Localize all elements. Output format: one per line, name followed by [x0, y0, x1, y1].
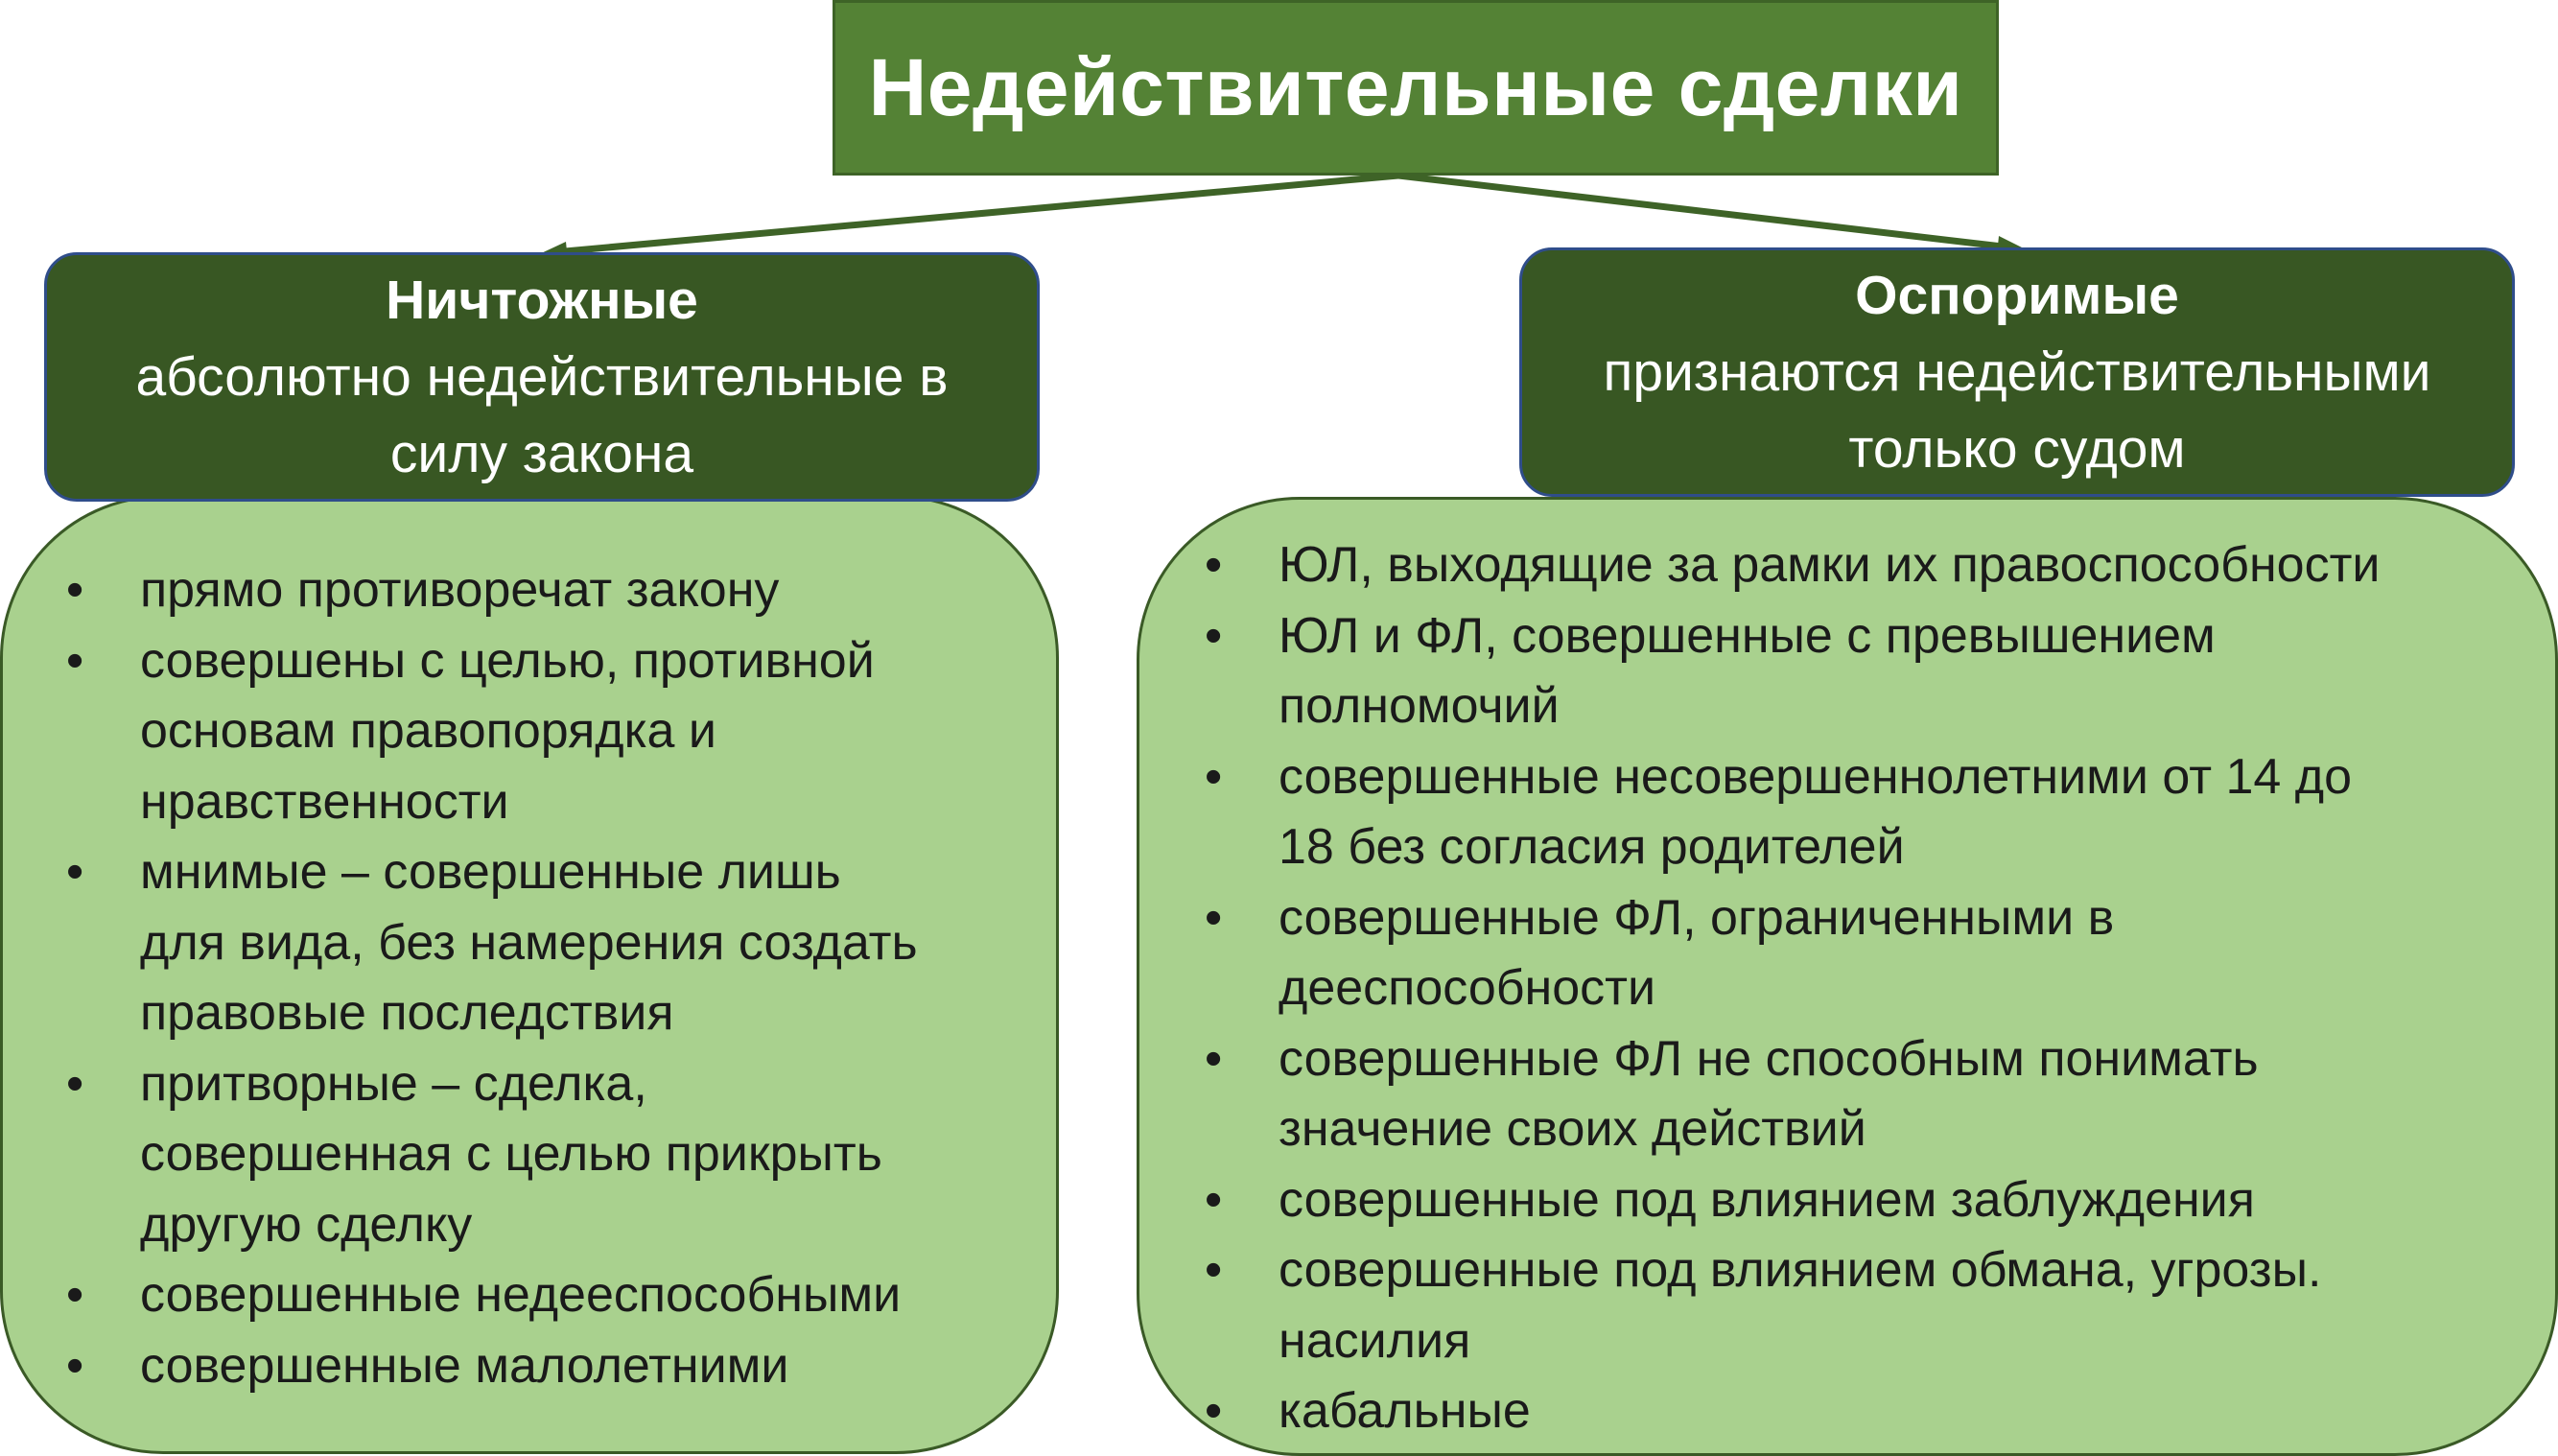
- list-item-line: полномочий: [1279, 678, 1560, 734]
- void-deals-header: [44, 252, 1040, 502]
- list-item: [3, 1260, 1020, 1331]
- bullet-icon: •: [66, 1267, 84, 1323]
- list-item-line: для вида, без намерения создать: [140, 914, 918, 971]
- voidable-deals-title: Оспоримые: [1855, 265, 2179, 326]
- list-item: [1139, 883, 2549, 1024]
- bullet-icon: •: [1205, 607, 1223, 664]
- list-item-line: значение своих действий: [1279, 1101, 1866, 1157]
- list-item: [1139, 1235, 2549, 1376]
- voidable-deals-list: [1139, 530, 2549, 1447]
- bullet-icon: •: [1205, 1030, 1223, 1087]
- list-item-line: мнимые – совершенные лишь: [140, 844, 841, 900]
- bullet-icon: •: [1205, 889, 1223, 946]
- void-deals-description-line-2: силу закона: [389, 423, 694, 484]
- diagram-title-text: Недействительные сделки: [868, 42, 1963, 132]
- list-item: [3, 555, 1020, 626]
- bullet-icon: •: [66, 1337, 84, 1394]
- list-item-line: совершенные недееспособными: [140, 1267, 902, 1323]
- list-item: [1139, 1376, 2549, 1447]
- voidable-deals-header: [1519, 247, 2515, 497]
- bullet-icon: •: [66, 632, 84, 689]
- bullet-icon: •: [1205, 1383, 1223, 1439]
- list-item-line: основам правопорядка и: [140, 703, 716, 759]
- list-item-line: совершенные под влиянием обмана, угрозы.: [1279, 1242, 2322, 1298]
- list-item-line: совершенные ФЛ, ограниченными в: [1279, 889, 2115, 946]
- list-item-line: 18 без согласия родителей: [1279, 819, 1905, 875]
- list-item-line: совершенные малолетними: [140, 1337, 789, 1394]
- list-item-line: совершенные ФЛ не способным понимать: [1279, 1030, 2259, 1087]
- bullet-icon: •: [66, 1055, 84, 1112]
- list-item-line: насилия: [1279, 1312, 1471, 1369]
- bullet-icon: •: [1205, 748, 1223, 805]
- list-item-line: совершенная с целью прикрыть: [140, 1126, 882, 1182]
- list-item-line: нравственности: [140, 773, 509, 830]
- void-deals-title: Ничтожные: [386, 270, 698, 331]
- list-item-line: притворные – сделка,: [140, 1055, 647, 1112]
- list-item-line: другую сделку: [140, 1196, 473, 1253]
- list-item-line: правовые последствия: [140, 985, 674, 1041]
- list-item-line: дееспособности: [1279, 960, 1656, 1016]
- list-item-line: совершенные несовершеннолетними от 14 до: [1279, 748, 2353, 805]
- bullet-icon: •: [1205, 1171, 1223, 1228]
- list-item: [1139, 530, 2549, 601]
- diagram-title: [833, 0, 1999, 176]
- list-item-line: прямо противоречат закону: [140, 562, 780, 618]
- list-item: [1139, 601, 2549, 742]
- list-item: [3, 837, 1020, 1049]
- list-item: [3, 1331, 1020, 1402]
- bullet-icon: •: [66, 562, 84, 618]
- list-item-line: ЮЛ, выходящие за рамки их правоспособности: [1279, 537, 2381, 593]
- connector-to-left: [554, 176, 1398, 252]
- voidable-deals-description-line-1: признаются недействительными: [1603, 341, 2431, 403]
- void-deals-description-line-1: абсолютно недействительные в: [135, 346, 949, 408]
- voidable-deals-description-line-2: только судом: [1848, 418, 2186, 480]
- voidable-deals-list-box: [1137, 497, 2558, 1456]
- bullet-icon: •: [1205, 537, 1223, 593]
- list-item: [1139, 1165, 2549, 1236]
- bullet-icon: •: [1205, 1242, 1223, 1298]
- list-item: [3, 1049, 1020, 1261]
- void-deals-list-box: [0, 495, 1059, 1454]
- list-item: [3, 626, 1020, 838]
- void-deals-list: [3, 555, 1020, 1401]
- list-item-line: совершенные под влиянием заблуждения: [1279, 1171, 2255, 1228]
- list-item: [1139, 1024, 2549, 1165]
- list-item-line: совершены с целью, противной: [140, 632, 875, 689]
- list-item-line: кабальные: [1279, 1383, 1531, 1439]
- bullet-icon: •: [66, 844, 84, 900]
- list-item-line: ЮЛ и ФЛ, совершенные с превышением: [1279, 607, 2216, 664]
- connector-to-right: [1398, 176, 2010, 247]
- list-item: [1139, 742, 2549, 883]
